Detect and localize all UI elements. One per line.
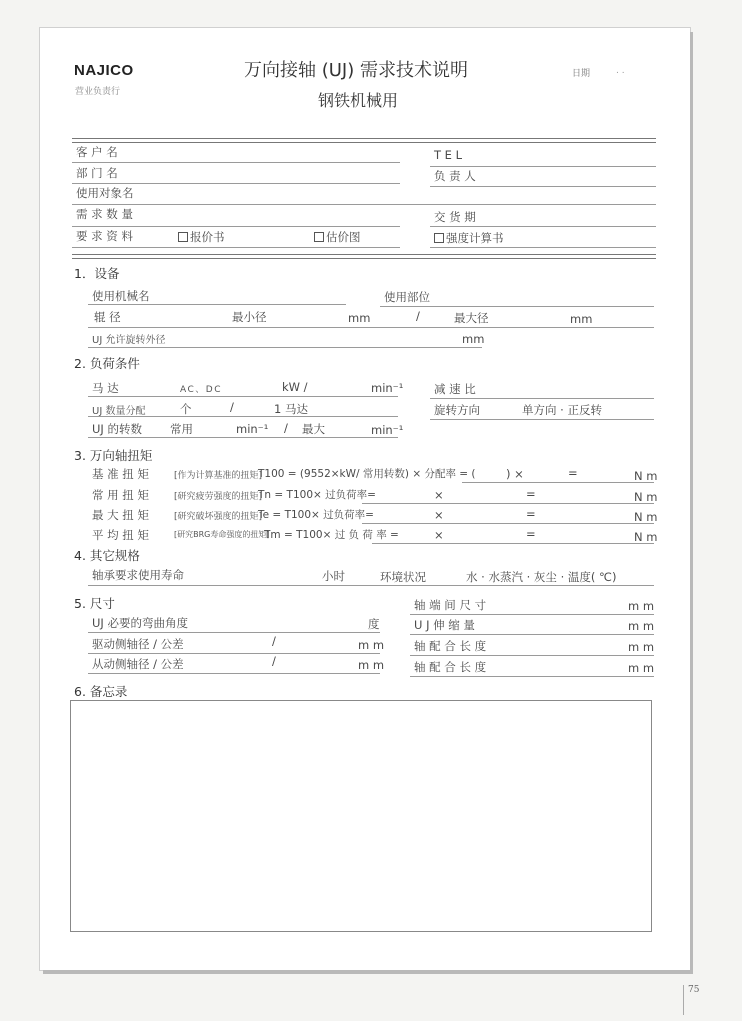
slash: / <box>272 654 276 668</box>
memo-box[interactable] <box>70 700 652 932</box>
rpm-unit: min⁻¹ <box>236 422 269 436</box>
fit-length-label: 轴 配 合 长 度 <box>414 639 487 653</box>
estimate-label: 估价图 <box>326 230 361 244</box>
roll-diameter-label: 辊 径 <box>94 310 121 324</box>
environment-label: 环境状况 <box>380 570 426 584</box>
quote-checkbox[interactable] <box>178 229 225 245</box>
max-diameter-label: 最大径 <box>454 311 489 325</box>
unit-mm: m m <box>628 661 655 675</box>
top-double-rule <box>72 138 656 143</box>
strength-calc-checkbox[interactable] <box>434 230 504 246</box>
rpm-unit: min⁻¹ <box>371 423 404 437</box>
bottom-double-rule <box>72 254 656 259</box>
rotation-direction-value: 单方向 · 正反转 <box>522 403 602 417</box>
normal-label: 常用 <box>170 422 193 436</box>
materials-label: 要 求 资 料 <box>76 229 133 243</box>
each-unit: 个 <box>180 402 192 416</box>
degree-unit: 度 <box>368 617 380 631</box>
quantity-label: 需 求 数 量 <box>76 207 133 221</box>
torque-row-label: 最 大 扭 矩 <box>92 508 149 522</box>
strength-calc-label: 强度计算书 <box>446 231 504 245</box>
page-number: 75 <box>683 985 699 1015</box>
uj-outer-diameter-label: UJ 允许旋转外径 <box>92 335 166 346</box>
torque-row-note: [研究疲劳强度的扭矩] <box>174 492 263 502</box>
unit-mm: mm <box>348 311 371 325</box>
per-motor-label: 1 马达 <box>274 402 308 416</box>
department-label: 部 门 名 <box>76 166 118 180</box>
reducer-ratio-label: 减 速 比 <box>434 382 476 396</box>
slash: / <box>230 400 234 414</box>
unit-mm: m m <box>628 599 655 613</box>
kw-unit: kW / <box>282 380 308 394</box>
page-title: 万向接轴 (UJ) 需求技术说明 <box>244 60 468 81</box>
torque-row-formula: Tm = T100× 过 负 荷 率 = <box>264 529 399 541</box>
target-name-label: 使用对象名 <box>76 186 134 200</box>
slash: / <box>284 421 288 435</box>
unit-mm: m m <box>358 658 385 672</box>
delivery-label: 交 货 期 <box>434 210 476 224</box>
section-3-title: 3. 万向轴扭矩 <box>74 448 153 463</box>
torque-row-eq: = <box>526 507 536 521</box>
fit-length-label: 轴 配 合 长 度 <box>414 660 487 674</box>
uj-speed-label: UJ 的转数 <box>92 422 142 436</box>
torque-row-mid: × <box>434 508 444 522</box>
section-6-title: 6. 备忘录 <box>74 684 128 699</box>
motor-label: 马 达 <box>92 381 119 395</box>
environment-value: 水 · 水蒸汽 · 灰尘 · 温度( ℃) <box>466 570 617 584</box>
driven-shaft-diameter-label: 从动侧轴径 / 公差 <box>92 657 184 671</box>
torque-row-mid: ) × <box>506 467 524 481</box>
bending-angle-label: UJ 必要的弯曲角度 <box>92 616 188 630</box>
company-logo: NAJICO <box>74 62 134 79</box>
date-separators: . . <box>616 66 625 76</box>
torque-row-unit: N m <box>634 490 658 504</box>
torque-row-unit: N m <box>634 530 658 544</box>
tel-label: T E L <box>434 148 463 162</box>
usage-position-label: 使用部位 <box>384 290 430 304</box>
estimate-checkbox[interactable] <box>314 229 361 245</box>
section-4-title: 4. 其它规格 <box>74 548 140 563</box>
machine-name-label: 使用机械名 <box>92 289 150 303</box>
torque-row-note: [研究破坏强度的扭矩] <box>174 512 263 522</box>
min-diameter-label: 最小径 <box>232 310 267 324</box>
torque-row-eq: = <box>526 527 536 541</box>
unit-mm: m m <box>358 638 385 652</box>
torque-row-eq: = <box>568 466 578 480</box>
shaft-end-distance-label: 轴 端 间 尺 寸 <box>414 598 487 612</box>
torque-row-unit: N m <box>634 510 658 524</box>
torque-row-label: 平 均 扭 矩 <box>92 528 149 542</box>
unit-mm: mm <box>462 332 485 346</box>
rpm-unit: min⁻¹ <box>371 381 404 395</box>
torque-row-label: 基 准 扭 矩 <box>92 467 149 481</box>
quote-label: 报价书 <box>190 230 225 244</box>
section-2-title: 2. 负荷条件 <box>74 356 140 371</box>
torque-row-label: 常 用 扭 矩 <box>92 488 149 502</box>
torque-row-mid: × <box>434 528 444 542</box>
sales-dept-label: 营业负责行 <box>75 87 121 97</box>
customer-name-label: 客 户 名 <box>76 145 118 159</box>
unit-mm: m m <box>628 619 655 633</box>
telescoping-length-label: U J 伸 缩 量 <box>414 618 475 632</box>
drive-shaft-diameter-label: 驱动侧轴径 / 公差 <box>92 637 184 651</box>
acdc-label: AC、DC <box>180 385 222 395</box>
max-label: 最大 <box>302 422 325 436</box>
torque-row-mid: × <box>434 488 444 502</box>
uj-distribution-label: UJ 数量分配 <box>92 406 146 417</box>
torque-row-eq: = <box>526 487 536 501</box>
torque-row-unit: N m <box>634 469 658 483</box>
section-5-title: 5. 尺寸 <box>74 596 115 611</box>
slash: / <box>416 309 420 323</box>
torque-row-formula: T100 = (9552×kW/ 常用转数) × 分配率 = ( <box>258 468 476 480</box>
unit-mm: mm <box>570 312 593 326</box>
torque-row-formula: Te = T100× 过负荷率= <box>258 509 374 521</box>
date-label: 日期 <box>572 69 591 79</box>
torque-row-note: [作为计算基准的扭矩] <box>174 471 263 481</box>
unit-mm: m m <box>628 640 655 654</box>
torque-row-note: [研究BRG寿命强度的扭矩] <box>174 530 270 539</box>
person-in-charge-label: 负 责 人 <box>434 169 476 183</box>
hours-unit: 小时 <box>322 569 345 583</box>
bearing-life-label: 轴承要求使用寿命 <box>92 568 184 582</box>
torque-row-formula: Tn = T100× 过负荷率= <box>258 489 376 501</box>
section-1-title: 1．设备 <box>74 266 120 281</box>
page-subtitle: 钢铁机械用 <box>318 91 399 110</box>
slash: / <box>272 634 276 648</box>
rotation-direction-label: 旋转方向 <box>434 403 480 417</box>
